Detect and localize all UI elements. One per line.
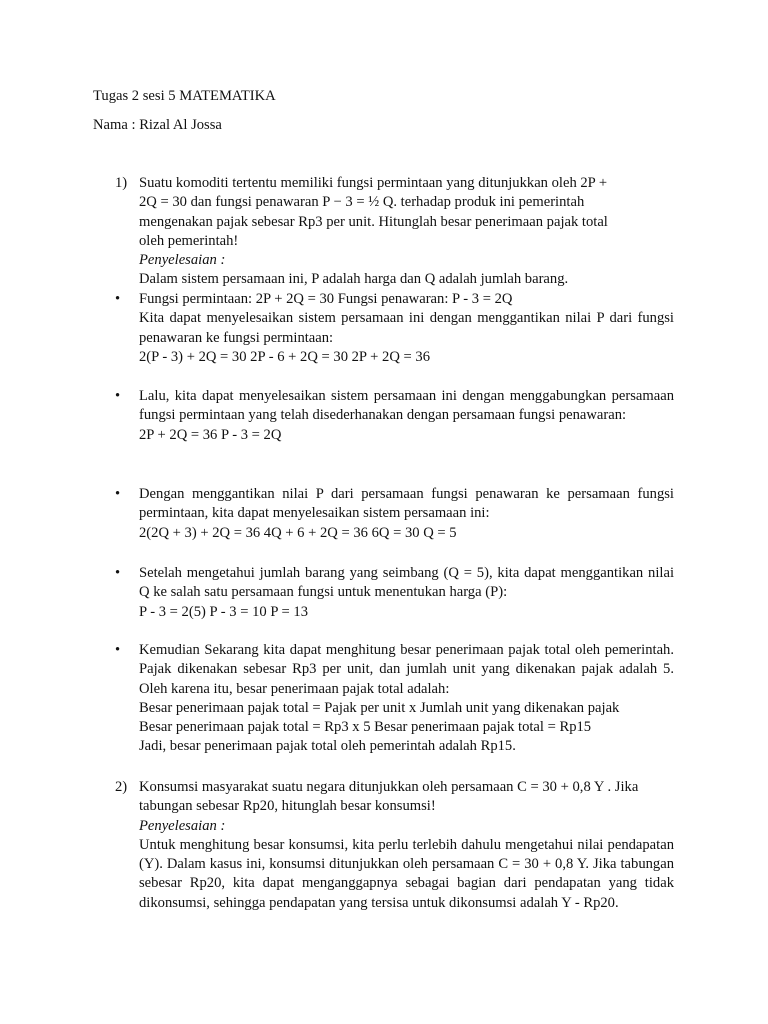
bullet-item (115, 641, 674, 757)
bullet-icon: • (115, 486, 121, 502)
question-number: 1) (115, 175, 128, 191)
bullet-icon: • (115, 291, 121, 307)
bullet-paragraph: Kita dapat menyelesaikan sistem persamaan ini dengan menggantikan nilai P dari fungsi penawaran ke fungsi permintaan: (139, 310, 674, 346)
question-line: Konsumsi masyarakat suatu negara ditunjukkan oleh persamaan C = 30 + 0,8 Y . Jika (139, 779, 639, 795)
bullet-paragraph: Kemudian Sekarang kita dapat menghitung besar penerimaan pajak total oleh pemerintah. Pajak dikenakan sebesar Rp3 per unit, dan jumlah unit yang dikenakan pajak adalah 5. Oleh karena itu, besar penerimaan pajak total adalah: (139, 642, 674, 697)
bullet-paragraph: Dengan menggantikan nilai P dari persamaan fungsi penawaran ke persamaan fungsi permintaan, kita dapat menyelesaikan sistem persamaan ini: (139, 486, 674, 522)
solution-paragraph: Untuk menghitung besar konsumsi, kita perlu terlebih dahulu mengetahui nilai pendapatan (Y). Dalam kasus ini, konsumsi ditunjukkan oleh persamaan C = 30 + 0,8 Y. Jika tabungan sebesar Rp20, kita dapat menganggapnya sebagai bagian dari pendapatan yang tidak dikonsumsi, sehingga pendapatan yang tersisa untuk dikonsumsi adalah Y - Rp20. (139, 836, 674, 911)
author-name: Nama : Rizal Al Jossa (93, 117, 222, 133)
bullet-icon: • (115, 642, 121, 658)
equation-line: 2P + 2Q = 36 P - 3 = 2Q (139, 426, 282, 443)
bullet-item (115, 564, 674, 622)
question-line: 2Q = 30 dan fungsi penawaran P − 3 = ½ Q. terhadap produk ini pemerintah (139, 194, 585, 211)
question-2 (115, 778, 674, 913)
question-line: tabungan sebesar Rp20, hitunglah besar konsumsi! (139, 798, 436, 815)
question-1 (115, 174, 674, 290)
equation-line: P - 3 = 2(5) P - 3 = 10 P = 13 (139, 603, 309, 620)
equation-line: 2(P - 3) + 2Q = 30 2P - 6 + 2Q = 30 2P + 2Q = 36 (139, 348, 430, 365)
equation-line: 2(2Q + 3) + 2Q = 36 4Q + 6 + 2Q = 36 6Q = 30 Q = 5 (139, 524, 457, 541)
bullet-line: Besar penerimaan pajak total = Pajak per unit x Jumlah unit yang dikenakan pajak (139, 699, 620, 716)
document-title: Tugas 2 sesi 5 MATEMATIKA (93, 88, 276, 104)
bullet-paragraph: Lalu, kita dapat menyelesaikan sistem persamaan ini dengan menggabungkan persamaan fungsi permintaan yang telah disederhanakan dengan persamaan fungsi penawaran: (139, 388, 674, 424)
bullet-line: Besar penerimaan pajak total = Rp3 x 5 Besar penerimaan pajak total = Rp15 (139, 719, 592, 736)
bullet-icon: • (115, 565, 121, 581)
bullet-item (115, 485, 674, 543)
question-number: 2) (115, 779, 128, 795)
bullet-item (115, 290, 674, 367)
bullet-line: Fungsi permintaan: 2P + 2Q = 30 Fungsi penawaran: P - 3 = 2Q (139, 291, 513, 307)
solution-heading: Penyelesaian : (139, 252, 226, 269)
bullet-item (115, 387, 674, 445)
bullet-paragraph: Setelah mengetahui jumlah barang yang seimbang (Q = 5), kita dapat menggantikan nilai Q ke salah satu persamaan fungsi untuk menentukan harga (P): (139, 565, 674, 601)
solution-heading: Penyelesaian : (139, 817, 226, 834)
solution-intro: Dalam sistem persamaan ini, P adalah harga dan Q adalah jumlah barang. (139, 271, 569, 288)
bullet-icon: • (115, 388, 121, 404)
question-line: oleh pemerintah! (139, 232, 239, 249)
bullet-line: Jadi, besar penerimaan pajak total oleh pemerintah adalah Rp15. (139, 738, 516, 755)
question-line: mengenakan pajak sebesar Rp3 per unit. Hitunglah besar penerimaan pajak total (139, 213, 608, 230)
question-line: Suatu komoditi tertentu memiliki fungsi permintaan yang ditunjukkan oleh 2P + (139, 175, 608, 191)
